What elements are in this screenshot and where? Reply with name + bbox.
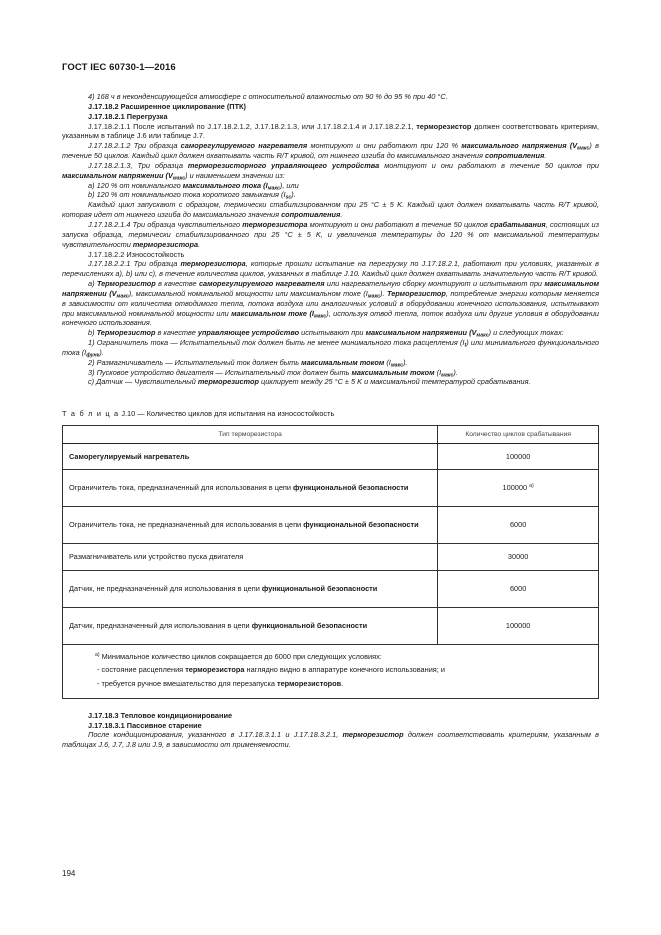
table-cell-cycles: 100000 (438, 608, 599, 645)
paragraph-j1718214: J.17.18.2.1.4 Три образца чувствительного терморезистора монтируют и они работают в течение 50 циклов срабатывания, состоящих из запуска образца, термически стабилизированного при 25 °С ± 5 K, и увеличения температуры до 120 % от максимальной температуры чувствительности терморезистора. (62, 219, 600, 249)
page-number: 194 (62, 869, 76, 878)
section-heading-j171822: J.17.18.2.2 Износостойкость (88, 249, 185, 259)
paragraph-j1718212: J.17.18.2.1.2 Три образца саморегулируемого нагревателя монтируют и они работают при 120 % максимального напряжения $(V_{макс})$ в течение 50 циклов. Каждый цикл должен охватывать часть R/T кривой, от нижнего изгиба до максимального значения сопротивления. (62, 141, 599, 161)
table-cell-type: Датчик, не предназначенный для использования в цепи функциональной безопасности (63, 571, 438, 608)
document-body (62, 92, 599, 750)
list-item-b: b) 120 % от номинального тока короткого замыкания $(I_{sc})$. (88, 190, 296, 202)
paragraph-j1718221: J.17.18.2.2.1 Три образца терморезистора, которые прошли испытание на перегрузку по J.17.18.2.1, работают при условиях, указанных в перечислениях a), b) или c), в течение количества циклов, указанных в таблице J.10. Каждый цикл должен охватывать значительную часть R/T кривой. (62, 259, 599, 279)
paragraph-cycle-start: Каждый цикл запускают с образцом, термически стабилизированном при 25 °С ± 5 K. Каждый цикл должен охватывать часть R/T кривой, которая идет от нижнего изгиба до максимального значения сопротивления. (62, 200, 599, 220)
table-cell-cycles: 6000 (438, 571, 599, 608)
footnote-bullet: - требуется ручное вмешательство для перезапуска терморезисторов. (97, 678, 344, 688)
paragraph-passive-aging: После кондиционирования, указанного в J.17.18.3.1.1 и J.17.18.3.2.1, терморезистор должен соответствовать критериям, указанным в таблицах J.6, J.7, J.8 или J.9, в зависимости от применяемости. (62, 730, 599, 750)
paragraph-j1718213: J.17.18.2.1.3, Три образца терморезисторного управляющего устройства монтируют и они работают в течение 50 циклов при максимальном напряжении $(V_{макс})$ и наименьшем значении из: (62, 160, 600, 182)
table-header-cycles: Количество циклов срабатывания (438, 426, 599, 444)
section-heading-j17182: J.17.18.2 Расширенное циклирование (ПТК) (88, 101, 246, 111)
table-cell-type: Ограничитель тока, не предназначенный для использования в цепи функциональной безопасности (63, 507, 438, 544)
footnote-bullet: - состояние расцепления терморезистора наглядно видно в аппаратуре конечного использования; и (97, 665, 445, 675)
table-cell-type: Ограничитель тока, предназначенный для использования в цепи функциональной безопасности (63, 470, 438, 507)
table-footnote (63, 645, 599, 699)
table-cell-cycles: 100000 $^{a)}$ (438, 470, 599, 507)
cycles-table (62, 425, 599, 699)
table-footnote-row (63, 645, 599, 699)
table-cell-cycles: 100000 (438, 444, 599, 470)
table-row (63, 571, 599, 608)
paragraph-item-b: b) Терморезистор в качестве управляющее устройство испытывают при максимальном напряжении $(V_{макс})$ и следующих токах: (88, 328, 564, 339)
section-heading-j171821: J.17.18.2.1 Перегрузка (88, 111, 168, 121)
section-heading-j17183: J.17.18.3 Тепловое кондиционирование (88, 710, 233, 720)
table-cell-cycles: 6000 (438, 507, 599, 544)
footnote-text: $^{a)}$ Минимальное количество циклов сокращается до 6000 при следующих условиях: (95, 652, 382, 662)
table-cell-type: Саморегулируемый нагреватель (63, 444, 438, 470)
paragraph-item-a: a) Терморезистор в качестве саморегулируемого нагревателя или нагревательную сборку монтируют и испытывают при максимальном напряжении $(V_{макс})$, максимальной номинальной мощности или максимальном токе $(I_{макс})$. Терморезистор, потребление энергии которым меняется в зависимости от количества отводимого тепла, потока воздуха или аналогичных условий в оборудовании конечного использования, испытывают при максимальной номинальной мощности или максимальном токе $(I_{макс})$, используя отвод тепла, поток воздуха или другие условия в оборудовании конечного использования. (62, 279, 600, 328)
page-header: ГОСТ IEC 60730-1—2016 (62, 62, 176, 73)
table-cell-cycles: 30000 (438, 544, 599, 571)
paragraph-item-c: c) Датчик — Чувствительный терморезистор циклирует между 25 °С ± 5 K и максимальной температурой срабатывания. (88, 377, 531, 387)
table-header-type: Тип терморезистора (63, 426, 438, 444)
table-cell-type: Размагничиватель или устройство пуска двигателя (63, 544, 438, 571)
paragraph-item-b3: 3) Пусковое устройство двигателя — Испытательный ток должен быть максимальным током $(I_{макс})$. (88, 367, 458, 379)
paragraph-j1718211: J.17.18.2.1.1 После испытаний по J.17.18.2.1.2, J.17.18.2.1.3, или J.17.18.2.1.4 и J.17.18.2.2.1, терморезистор должен соответствовать критериям, указанным в таблице J.6 или таблице J.7. (62, 121, 600, 141)
section-heading-j171831: J.17.18.3.1 Пассивное старение (88, 720, 202, 730)
paragraph-item-b1: 1) Ограничитель тока — Испытательный ток должен быть не менее минимального тока расцепления $(I_t)$ или минимального функционального тока $(I_{функ})$. (62, 338, 599, 359)
table-row (63, 507, 599, 544)
paragraph-item-b2: 2) Размагничиватель — Испытательный ток должен быть максимальным током $(I_{макс})$. (88, 357, 408, 369)
table-row (63, 608, 599, 645)
list-item-a: a) 120 % от номинального максимального тока $(I_{макс})$, или (88, 180, 299, 192)
table-caption: Т а б л и ц а J.10 — Количество циклов для испытания на износостойкость (62, 409, 335, 419)
paragraph-condition-4: 4) 168 ч в неконденсирующейся атмосфере с относительной влажностью от 90 % до 95 % при 40 °С. (88, 92, 448, 101)
table-cell-type: Датчик, предназначенный для использования в цепи функциональной безопасности (63, 608, 438, 645)
table-row (63, 470, 599, 507)
table-row (63, 444, 599, 470)
table-row (63, 544, 599, 571)
